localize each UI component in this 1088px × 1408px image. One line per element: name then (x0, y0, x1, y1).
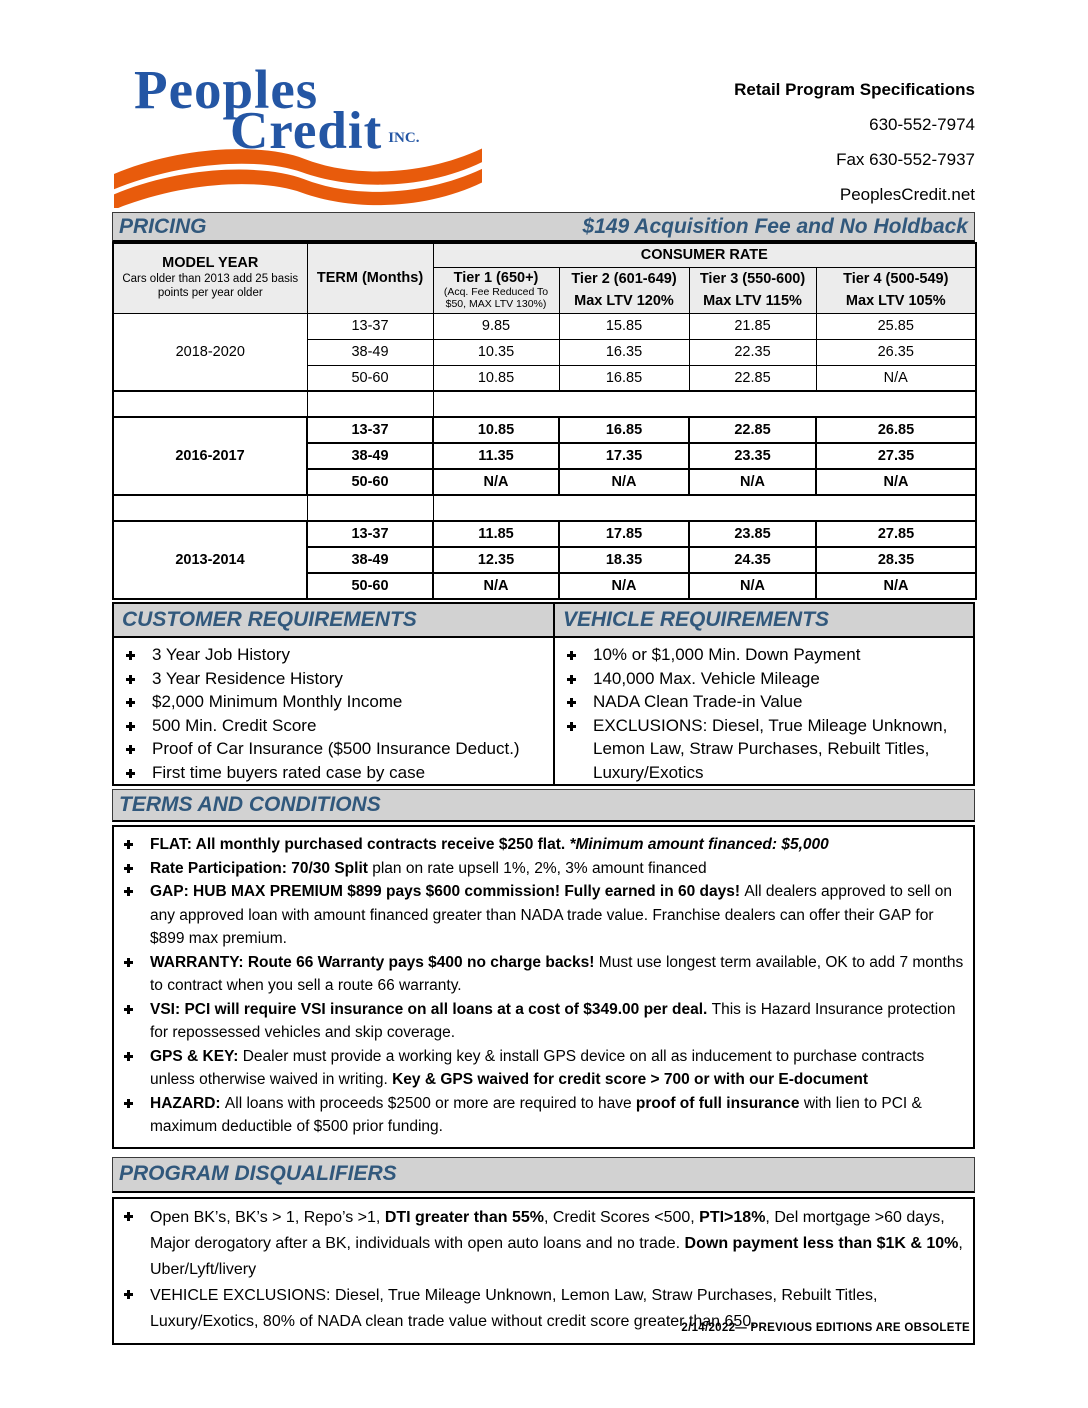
list-item: GAP: HUB MAX PREMIUM $899 pays $600 commission! Fully earned in 60 days! All dealers approved to sell on any approved loan with amount financed greater than NADA trade value. Franchise dealers can offer their GAP for $899 max premium. (118, 880, 965, 951)
rate-cell: N/A (559, 469, 689, 495)
term-cell: 50-60 (307, 365, 433, 391)
rate-cell: 10.85 (433, 365, 559, 391)
requirements-section (112, 602, 975, 786)
logo-inc-suffix: INC. (388, 130, 420, 146)
program-title: Retail Program Specifications (734, 80, 975, 99)
logo-word-credit: Credit INC. (230, 102, 420, 160)
terms-header-bar (112, 789, 975, 822)
rate-cell: 26.85 (816, 417, 976, 443)
rate-cell: 21.85 (689, 313, 816, 339)
list-item: Rate Participation: 70/30 Split plan on rate upsell 1%, 2%, 3% amount financed (118, 857, 965, 881)
terms-box (112, 825, 975, 1149)
list-item: HAZARD: All loans with proceeds $2500 or more are required to have proof of full insurance with lien to PCI & maximum deductible of $500 prior funding. (118, 1092, 965, 1139)
term-cell: 38-49 (307, 547, 433, 573)
list-item: $2,000 Minimum Monthly Income (120, 690, 549, 714)
list-item: 140,000 Max. Vehicle Mileage (561, 667, 969, 691)
rate-cell: N/A (689, 469, 816, 495)
bullet-icon (124, 1212, 150, 1221)
separator-cell (433, 391, 976, 417)
customer-requirements-list (120, 643, 549, 784)
bullet-icon (567, 675, 593, 684)
bullet-icon (567, 698, 593, 707)
model-year-header: MODEL YEAR Cars older than 2013 add 25 basis points per year older (113, 243, 307, 313)
vehicle-requirements-box (555, 638, 975, 786)
term-cell: 50-60 (307, 469, 433, 495)
rate-cell: 17.35 (559, 443, 689, 469)
rate-cell: N/A (689, 573, 816, 599)
bullet-icon (126, 651, 152, 660)
revision-note: 2/14/2022— PREVIOUS EDITIONS ARE OBSOLETE (681, 1322, 970, 1334)
bullet-icon (124, 887, 150, 896)
rate-cell: 27.35 (816, 443, 976, 469)
rate-cell: 22.85 (689, 365, 816, 391)
rate-cell: 16.85 (559, 417, 689, 443)
rate-row (113, 521, 976, 547)
separator-cell (433, 495, 976, 521)
customer-requirements-box (112, 638, 555, 786)
bullet-icon (126, 745, 152, 754)
pricing-title: PRICING (119, 214, 207, 238)
rate-cell: 26.35 (816, 339, 976, 365)
rate-cell: 27.85 (816, 521, 976, 547)
bullet-icon (124, 958, 150, 967)
list-item: Proof of Car Insurance ($500 Insurance Deduct.) (120, 737, 549, 761)
term-cell: 13-37 (307, 313, 433, 339)
rate-cell: 22.85 (689, 417, 816, 443)
term-cell: 13-37 (307, 417, 433, 443)
disqualifiers-title: PROGRAM DISQUALIFIERS (119, 1162, 397, 1185)
term-cell: 38-49 (307, 339, 433, 365)
rate-cell: N/A (816, 469, 976, 495)
vehicle-requirements-bar (555, 602, 975, 638)
terms-title: TERMS AND CONDITIONS (119, 793, 381, 816)
separator-cell (307, 391, 433, 417)
rate-cell: 15.85 (559, 313, 689, 339)
list-item: GPS & KEY: Dealer must provide a working key & install GPS device on all as inducement to purchase contracts unless otherwise waived in writing. Key & GPS waived for credit score > 700 or with our E-document (118, 1045, 965, 1092)
rate-cell: N/A (816, 365, 976, 391)
fax-number: Fax 630-552-7937 (836, 150, 975, 169)
list-item: 500 Min. Credit Score (120, 714, 549, 738)
contact-block (734, 72, 975, 212)
rate-cell: 28.35 (816, 547, 976, 573)
bullet-icon (126, 769, 152, 778)
bullet-icon (124, 1052, 150, 1061)
term-cell: 13-37 (307, 521, 433, 547)
pricing-table-body (113, 313, 976, 599)
bullet-icon (126, 722, 152, 731)
term-cell: 38-49 (307, 443, 433, 469)
rate-cell: 18.35 (559, 547, 689, 573)
rate-cell: N/A (433, 573, 559, 599)
rate-cell: 10.85 (433, 417, 559, 443)
list-item: First time buyers rated case by case (120, 761, 549, 785)
company-logo (112, 58, 484, 208)
list-item: NADA Clean Trade-in Value (561, 690, 969, 714)
model-year-cell: 2018-2020 (113, 313, 307, 391)
list-item: 3 Year Job History (120, 643, 549, 667)
separator-row (113, 495, 976, 521)
consumer-rate-header: CONSUMER RATE (433, 243, 976, 267)
disqualifiers-list (118, 1205, 965, 1335)
rate-cell: 12.35 (433, 547, 559, 573)
terms-list (118, 833, 965, 1139)
list-item: WARRANTY: Route 66 Warranty pays $400 no charge backs! Must use longest term available, OK to add 7 months to contract when you sell a route 66 warranty. (118, 951, 965, 998)
separator-cell (113, 495, 307, 521)
website: PeoplesCredit.net (839, 185, 975, 204)
list-item: EXCLUSIONS: Diesel, True Mileage Unknown, Lemon Law, Straw Purchases, Rebuilt Titles, Luxury/Exotics (561, 714, 969, 785)
pricing-table (112, 242, 977, 600)
rate-cell: 25.85 (816, 313, 976, 339)
bullet-icon (126, 675, 152, 684)
bullet-icon (124, 864, 150, 873)
list-item: 10% or $1,000 Min. Down Payment (561, 643, 969, 667)
rate-cell: 23.35 (689, 443, 816, 469)
separator-row (113, 391, 976, 417)
disqualifiers-header-bar (112, 1157, 975, 1193)
pricing-header-bar (112, 212, 975, 242)
model-year-cell: 2016-2017 (113, 417, 307, 495)
bullet-icon (124, 1290, 150, 1299)
bullet-icon (567, 722, 593, 731)
rate-cell: 9.85 (433, 313, 559, 339)
model-year-note: Cars older than 2013 add 25 basis points per year older (122, 273, 299, 300)
rate-cell: 22.35 (689, 339, 816, 365)
rate-cell: 11.85 (433, 521, 559, 547)
rate-cell: N/A (559, 573, 689, 599)
separator-cell (307, 495, 433, 521)
rate-cell: 11.35 (433, 443, 559, 469)
bullet-icon (124, 840, 150, 849)
rate-cell: N/A (433, 469, 559, 495)
rate-cell: 10.35 (433, 339, 559, 365)
rate-cell: N/A (816, 573, 976, 599)
bullet-icon (567, 651, 593, 660)
bullet-icon (124, 1005, 150, 1014)
logo-word-peoples: Peoples (134, 59, 319, 120)
tier-header: Tier 4 (500-549) Max LTV 105% (816, 267, 976, 313)
bullet-icon (126, 698, 152, 707)
list-item: VEHICLE EXCLUSIONS: Diesel, True Mileage Unknown, Lemon Law, Straw Purchases, Rebuilt Titles, Luxury/Exotics, 80% of NADA clean trade value without credit score greater than 650. (118, 1283, 965, 1335)
tier-header: Tier 1 (650+) (Acq. Fee Reduced To $50, MAX LTV 130%) (433, 267, 559, 313)
vehicle-requirements-title: VEHICLE REQUIREMENTS (563, 608, 830, 631)
tier-header: Tier 3 (550-600) Max LTV 115% (689, 267, 816, 313)
list-item: VSI: PCI will require VSI insurance on all loans at a cost of $349.00 per deal. This is Hazard Insurance protection for repossessed vehicles and skip coverage. (118, 998, 965, 1045)
rate-cell: 17.85 (559, 521, 689, 547)
rate-cell: 23.85 (689, 521, 816, 547)
term-header: TERM (Months) (307, 243, 433, 313)
document-body (112, 212, 975, 1345)
model-year-cell: 2013-2014 (113, 521, 307, 599)
customer-requirements-bar (112, 602, 555, 638)
rate-cell: 24.35 (689, 547, 816, 573)
term-cell: 50-60 (307, 573, 433, 599)
customer-requirements-title: CUSTOMER REQUIREMENTS (122, 608, 417, 631)
tier-header: Tier 2 (601-649) Max LTV 120% (559, 267, 689, 313)
vehicle-requirements-list (561, 643, 969, 784)
separator-cell (113, 391, 307, 417)
list-item: Open BK’s, BK’s > 1, Repo’s >1, DTI greater than 55%, Credit Scores <500, PTI>18%, Del mortgage >60 days, Major derogatory after a BK, individuals with open auto loans and no trade. Down payment less than $1K & 10%, Uber/Lyft/livery (118, 1205, 965, 1283)
consumer-rate-row (113, 243, 976, 267)
rate-row (113, 417, 976, 443)
rate-cell: 16.85 (559, 365, 689, 391)
bullet-icon (124, 1099, 150, 1108)
list-item: 3 Year Residence History (120, 667, 549, 691)
list-item: FLAT: All monthly purchased contracts receive $250 flat. *Minimum amount financed: $5,000 (118, 833, 965, 857)
acquisition-fee-note: $149 Acquisition Fee and No Holdback (582, 214, 968, 238)
rate-cell: 16.35 (559, 339, 689, 365)
phone-number: 630-552-7974 (869, 115, 975, 134)
rate-row (113, 313, 976, 339)
